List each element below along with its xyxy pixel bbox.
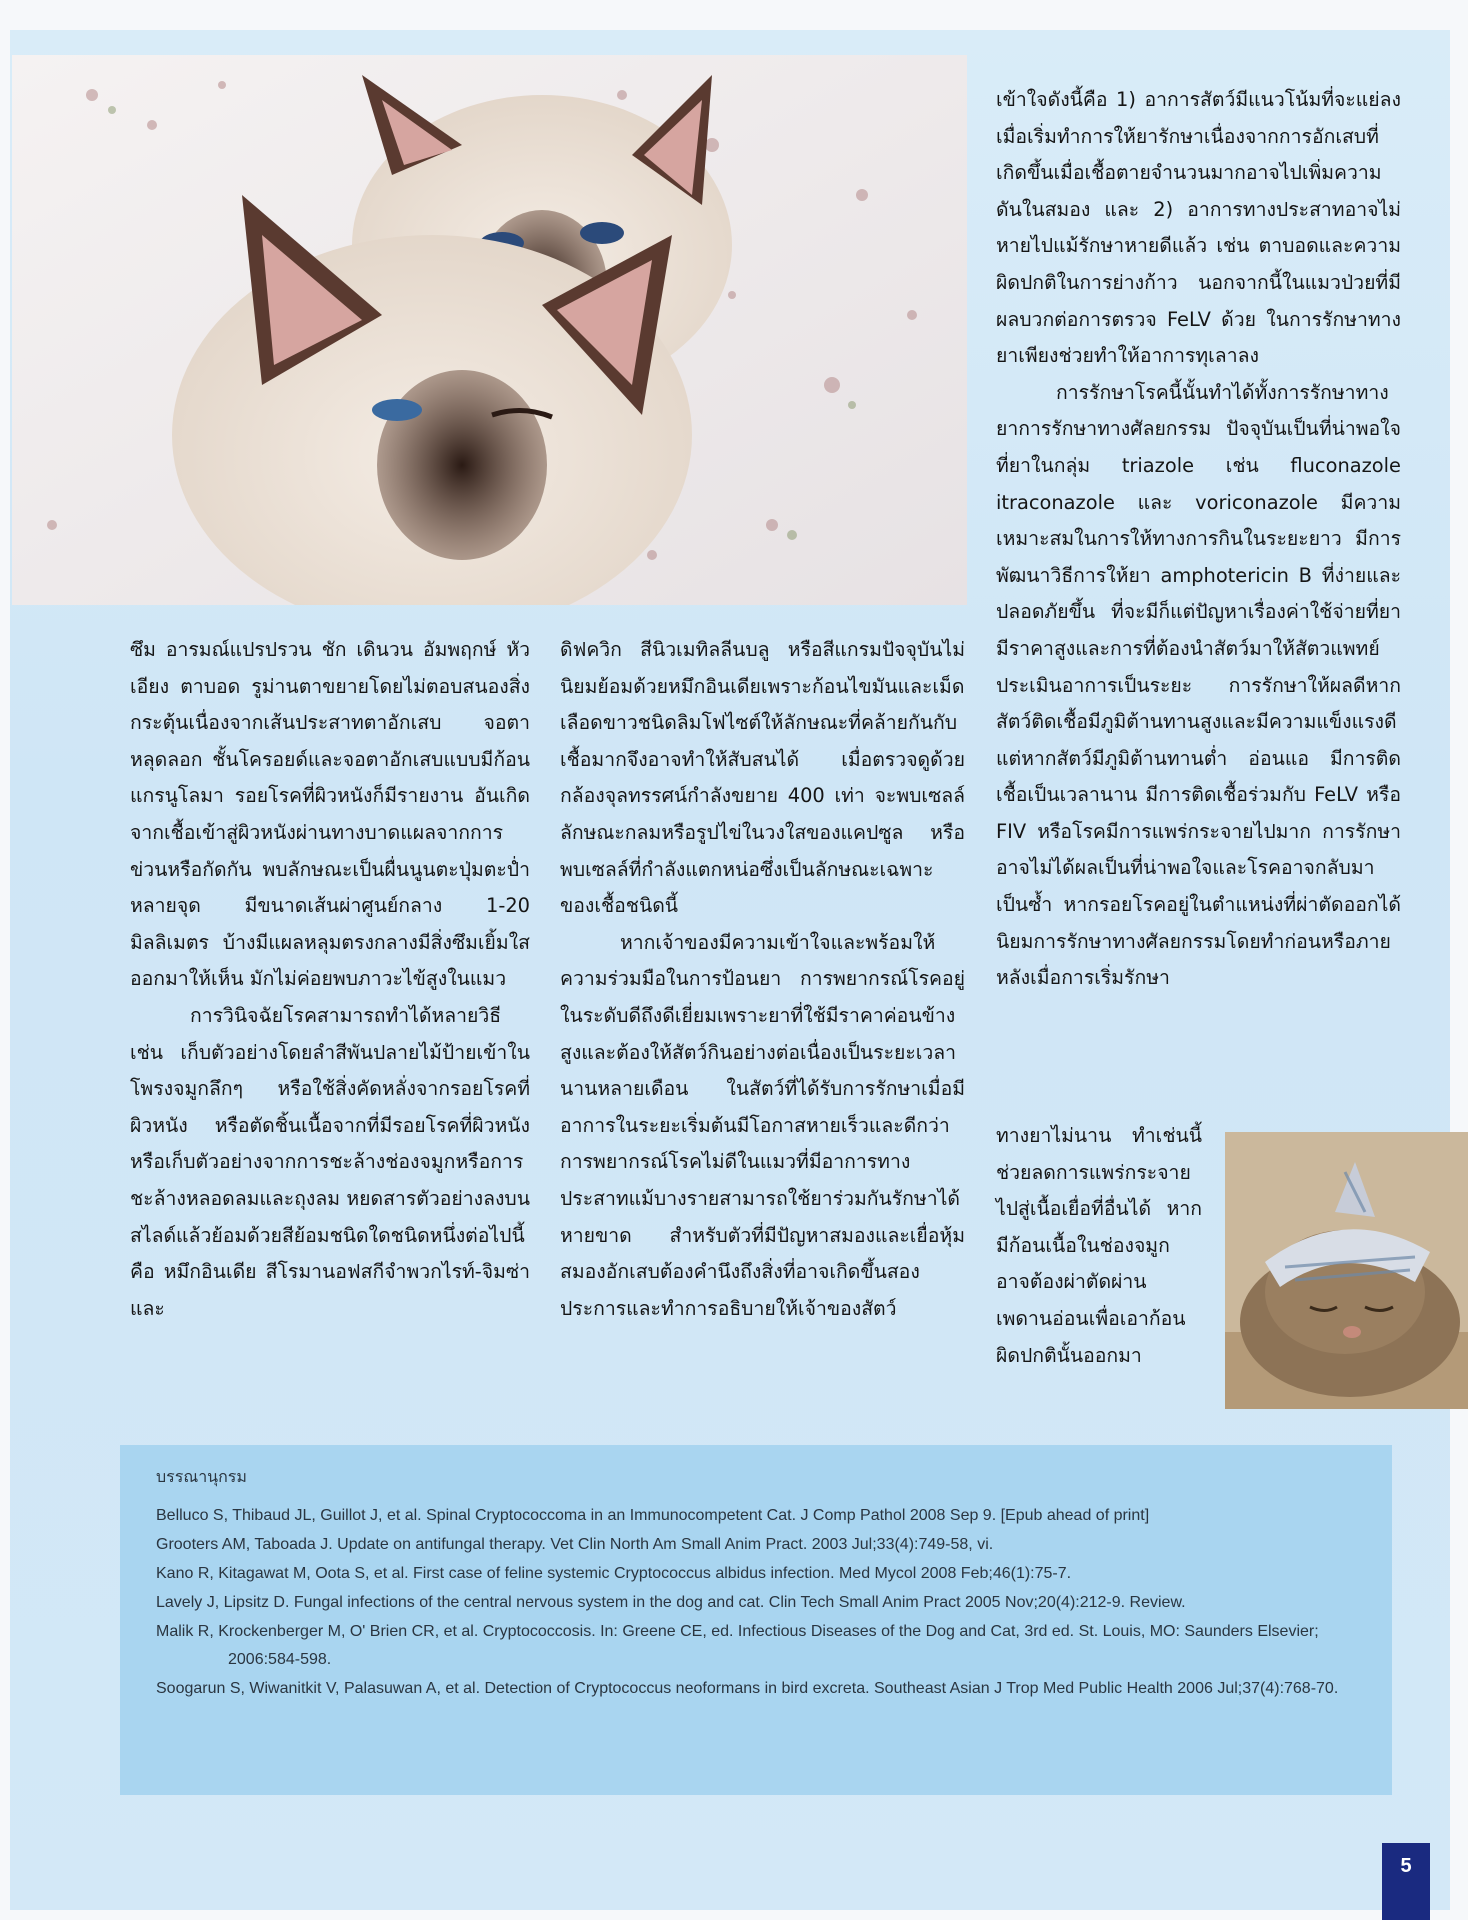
reference-item: Belluco S, Thibaud JL, Guillot J, et al. Spinal Cryptococcoma in an Immunocompetent Cat. J Comp Pathol 2008 Sep 9. [Epub ahead of print] (156, 1507, 1150, 1524)
paragraph: หากเจ้าของมีความเข้าใจและพร้อมให้ความร่วมมือในการป้อนยา การพยากรณ์โรคอยู่ในระดับดีถึงดีเยี่ยมเพราะยาที่ใช้มีราคาค่อนข้างสูงและต้องให้สัตว์กินอย่างต่อเนื่องเป็นระยะเวลานานหลายเดือน ในสัตว์ที่ได้รับการรักษาเมื่อมีอาการในระยะเริ่มต้นมีโอกาสหายเร็วและดีกว่า การพยากรณ์โรคไม่ดีในแมวที่มีอาการทางประสาทแม้บางรายสามารถใช้ยาร่วมกันรักษาได้หายขาด สำหรับตัวที่มีปัญหาสมองและเยื่อหุ้มสมองอักเสบต้องคำนึงถึงสิ่งที่อาจเกิดขึ้นสองประการและทำการอธิบายให้เจ้าของสัตว์ (560, 930, 965, 1320)
text-column-3 (996, 82, 1401, 997)
text-column-2 (560, 632, 965, 1327)
paragraph: ดิฟควิก สีนิวเมทิลลีนบลู หรือสีแกรมปัจจุบันไม่นิยมย้อมด้วยหมึกอินเดียเพราะก้อนไขมันและเม็ดเลือดขาวชนิดลิมโฟไซต์ให้ลักษณะที่คล้ายกันกับเชื้อมากจึงอาจทำให้สับสนได้ เมื่อตรวจดูด้วยกล้องจุลทรรศน์กำลังขยาย 400 เท่า จะพบเซลล์ลักษณะกลมหรือรูปไข่ในวงใสของแคปซูล หรือพบเซลล์ที่กำลังแตกหน่อซึ่งเป็นลักษณะเฉพาะของเชื้อชนิดนี้ (560, 638, 965, 918)
paragraph: ซึม อารมณ์แปรปรวน ชัก เดินวน อัมพฤกษ์ หัวเอียง ตาบอด รูม่านตาขยายโดยไม่ตอบสนองสิ่งกระตุ้นเนื่องจากเส้นประสาทตาอักเสบ จอตาหลุดลอก ชั้นโครอยด์และจอตาอักเสบแบบมีก้อนแกรนูโลมา รอยโรคที่ผิวหนังก็มีรายงาน อันเกิดจากเชื้อเข้าสู่ผิวหนังผ่านทางบาดแผลจากการข่วนหรือกัดกัน พบลักษณะเป็นผื่นนูนตะปุ่มตะป่ำหลายจุด มีขนาดเส้นผ่าศูนย์กลาง 1-20 มิลลิเมตร บ้างมีแผลหลุมตรงกลางมีสิ่งซึมเยิ้มใสออกมาให้เห็น มักไม่ค่อยพบภาวะไข้สูงในแมว (130, 638, 530, 991)
text-column-1 (130, 632, 530, 1327)
reference-item: Soogarun S, Wiwanitkit V, Palasuwan A, et al. Detection of Cryptococcus neoformans in bird excreta. Southeast Asian J Trop Med Public Health 2006 Jul;37(4):768-70. (156, 1680, 1339, 1697)
page-number: 5 (1382, 1843, 1430, 1920)
reference-item: Malik R, Krockenberger M, O' Brien CR, et al. Cryptococcosis. In: Greene CE, ed. Infectious Diseases of the Dog and Cat, 3rd ed. St. Louis, MO: Saunders Elsevier; 2006:584-598. (156, 1623, 1319, 1668)
paragraph: ทางยาไม่นาน ทำเช่นนี้ช่วยลดการแพร่กระจายไปสู่เนื้อเยื่อที่อื่นได้ หากมีก้อนเนื้อในช่องจมูกอาจต้องผ่าตัดผ่านเพดานอ่อนเพื่อเอาก้อนผิดปกตินั้นออกมา (996, 1124, 1202, 1367)
paragraph: การวินิจฉัยโรคสามารถทำได้หลายวิธี เช่น เก็บตัวอย่างโดยลำสีพันปลายไม้ป้ายเข้าในโพรงจมูกลึกๆ หรือใช้สิ่งคัดหลั่งจากรอยโรคที่ผิวหนัง หรือตัดชิ้นเนื้อจากที่มีรอยโรคที่ผิวหนัง หรือเก็บตัวอย่างจากการชะล้างช่องจมูกหรือการชะล้างหลอดลมและถุงลม หยดสารตัวอย่างลงบนสไลด์แล้วย้อมด้วยสีย้อมชนิดใดชนิดหนึ่งต่อไปนี้คือ หมึกอินเดีย สีโรมานอฟสกีจำพวกไรท์-จิมซ่าและ (130, 1003, 530, 1320)
reference-item: Kano R, Kitagawat M, Oota S, et al. First case of feline systemic Cryptococcus albidus infection. Med Mycol 2008 Feb;46(1):75-7. (156, 1565, 1072, 1582)
paragraph: เข้าใจดังนี้คือ 1) อาการสัตว์มีแนวโน้มที่จะแย่ลงเมื่อเริ่มทำการให้ยารักษาเนื่องจากการอักเสบที่เกิดขึ้นเมื่อเชื้อตายจำนวนมากอาจไปเพิ่มความดันในสมอง และ 2) อาการทางประสาทอาจไม่หายไปแม้รักษาหายดีแล้ว เช่น ตาบอดและความผิดปกติในการย่างก้าว นอกจากนี้ในแมวป่วยที่มีผลบวกต่อการตรวจ FeLV ด้วย ในการรักษาทางยาเพียงช่วยทำให้อาการทุเลาลง (996, 88, 1401, 368)
reference-item: Grooters AM, Taboada J. Update on antifungal therapy. Vet Clin North Am Small Anim Pract. 2003 Jul;33(4):749-58, vi. (156, 1536, 994, 1553)
reference-item: Lavely J, Lipsitz D. Fungal infections of the central nervous system in the dog and cat. Clin Tech Small Anim Pract 2005 Nov;20(4):212-9. Review. (156, 1594, 1186, 1611)
bandaged-cat-photo (1225, 1132, 1468, 1409)
siamese-kittens-photo (12, 55, 967, 605)
paragraph: การรักษาโรคนี้นั้นทำได้ทั้งการรักษาทางยาการรักษาทางศัลยกรรม ปัจจุบันเป็นที่น่าพอใจที่ยาในกลุ่ม triazole เช่น fluconazole itraconazole และ voriconazole มีความเหมาะสมในการให้ทางการกินในระยะยาว มีการพัฒนาวิธีการให้ยา amphotericin B ที่ง่ายและปลอดภัยขึ้น ที่จะมีก็แต่ปัญหาเรื่องค่าใช้จ่ายที่ยามีราคาสูงและการที่ต้องนำสัตว์มาให้สัตวแพทย์ประเมินอาการเป็นระยะ การรักษาให้ผลดีหากสัตว์ติดเชื้อมีภูมิต้านทานสูงและมีความแข็งแรงดี แต่หากสัตว์มีภูมิต้านทานต่ำ อ่อนแอ มีการติดเชื้อเป็นเวลานาน มีการติดเชื้อร่วมกับ FeLV หรือ FIV หรือโรคมีการแพร่กระจายไปมาก การรักษาอาจไม่ได้ผลเป็นที่น่าพอใจและโรคอาจกลับมาเป็นซ้ำ หากรอยโรคอยู่ในตำแหน่งที่ผ่าตัดออกได้ นิยมการรักษาทางศัลยกรรมโดยทำก่อนหรือภายหลังเมื่อการเริ่มรักษา (996, 380, 1401, 990)
text-column-3-continued (996, 1118, 1202, 1374)
references-box (120, 1445, 1392, 1795)
references-title: บรรณานุกรม (156, 1469, 247, 1486)
